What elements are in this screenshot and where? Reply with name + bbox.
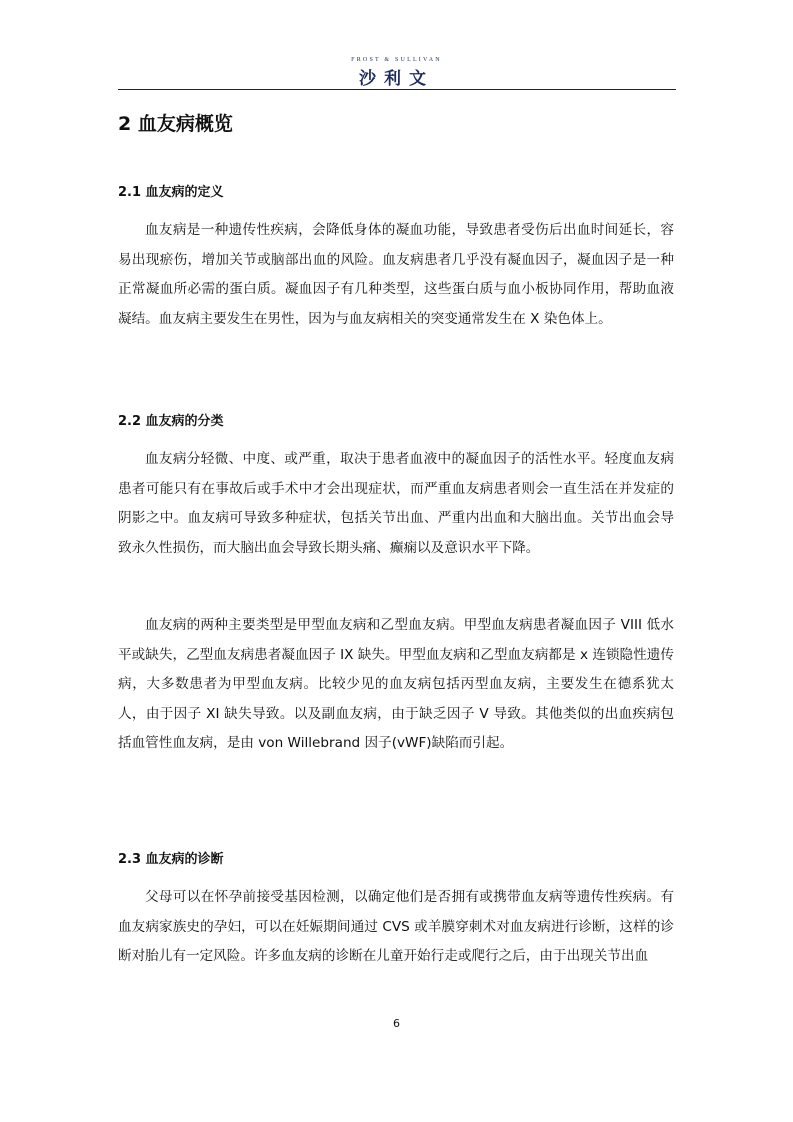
company-logo-chinese: 沙利文 xyxy=(359,69,434,89)
paragraph-classification-types: 血友病的两种主要类型是甲型血友病和乙型血友病。甲型血友病患者凝血因子 VIII 低水平或缺失，乙型血友病患者凝血因子 IX 缺失。甲型血友病和乙型血友病都是 x 连锁隐性遗传病，大多数患者为甲型血友病。比较少见的血友病包括丙型血友病，主要发生在德系犹太人，由于因子 XI 缺失导致。以及副血友病，由于缺乏因子 V 导致。其他类似的出血疾病包括血管性血友病，是由 von Willebrand 因子(vWF)缺陷而引起。 xyxy=(118,617,674,751)
paragraph-definition: 血友病是一种遗传性疾病，会降低身体的凝血功能，导致患者受伤后出血时间延长，容易出现瘀伤，增加关节或脑部出血的风险。血友病患者几乎没有凝血因子，凝血因子是一种正常凝血所必需的蛋白质。凝血因子有几种类型，这些蛋白质与血小板协同作用，帮助血液凝结。血友病主要发生在男性，因为与血友病相关的突变通常发生在 X 染色体上。 xyxy=(118,222,674,327)
paragraph-diagnosis: 父母可以在怀孕前接受基因检测，以确定他们是否拥有或携带血友病等遗传性疾病。有血友病家族史的孕妇，可以在妊娠期间通过 CVS 或羊膜穿刺术对血友病进行诊断，这样的诊断对胎儿有一定风险。许多血友病的诊断在儿童开始行走或爬行之后，由于出现关节出血 xyxy=(118,889,674,964)
section-heading-classification: 2.2 血友病的分类 xyxy=(118,414,224,429)
header-divider xyxy=(118,89,676,90)
page-number: 6 xyxy=(393,1017,400,1030)
section-heading-definition: 2.1 血友病的定义 xyxy=(118,185,224,200)
company-logo-english: FROST & SULLIVAN xyxy=(351,57,442,63)
paragraph-classification-severity: 血友病分轻微、中度、或严重，取决于患者血液中的凝血因子的活性水平。轻度血友病患者可能只有在事故后或手术中才会出现症状，而严重血友病患者则会一直生活在并发症的阴影之中。血友病可导致多种症状，包括关节出血、严重内出血和大脑出血。关节出血会导致永久性损伤，而大脑出血会导致长期头痛、癫痫以及意识水平下降。 xyxy=(118,451,674,556)
section-heading-diagnosis: 2.3 血友病的诊断 xyxy=(118,852,224,867)
chapter-title: 2 血友病概览 xyxy=(118,113,233,135)
